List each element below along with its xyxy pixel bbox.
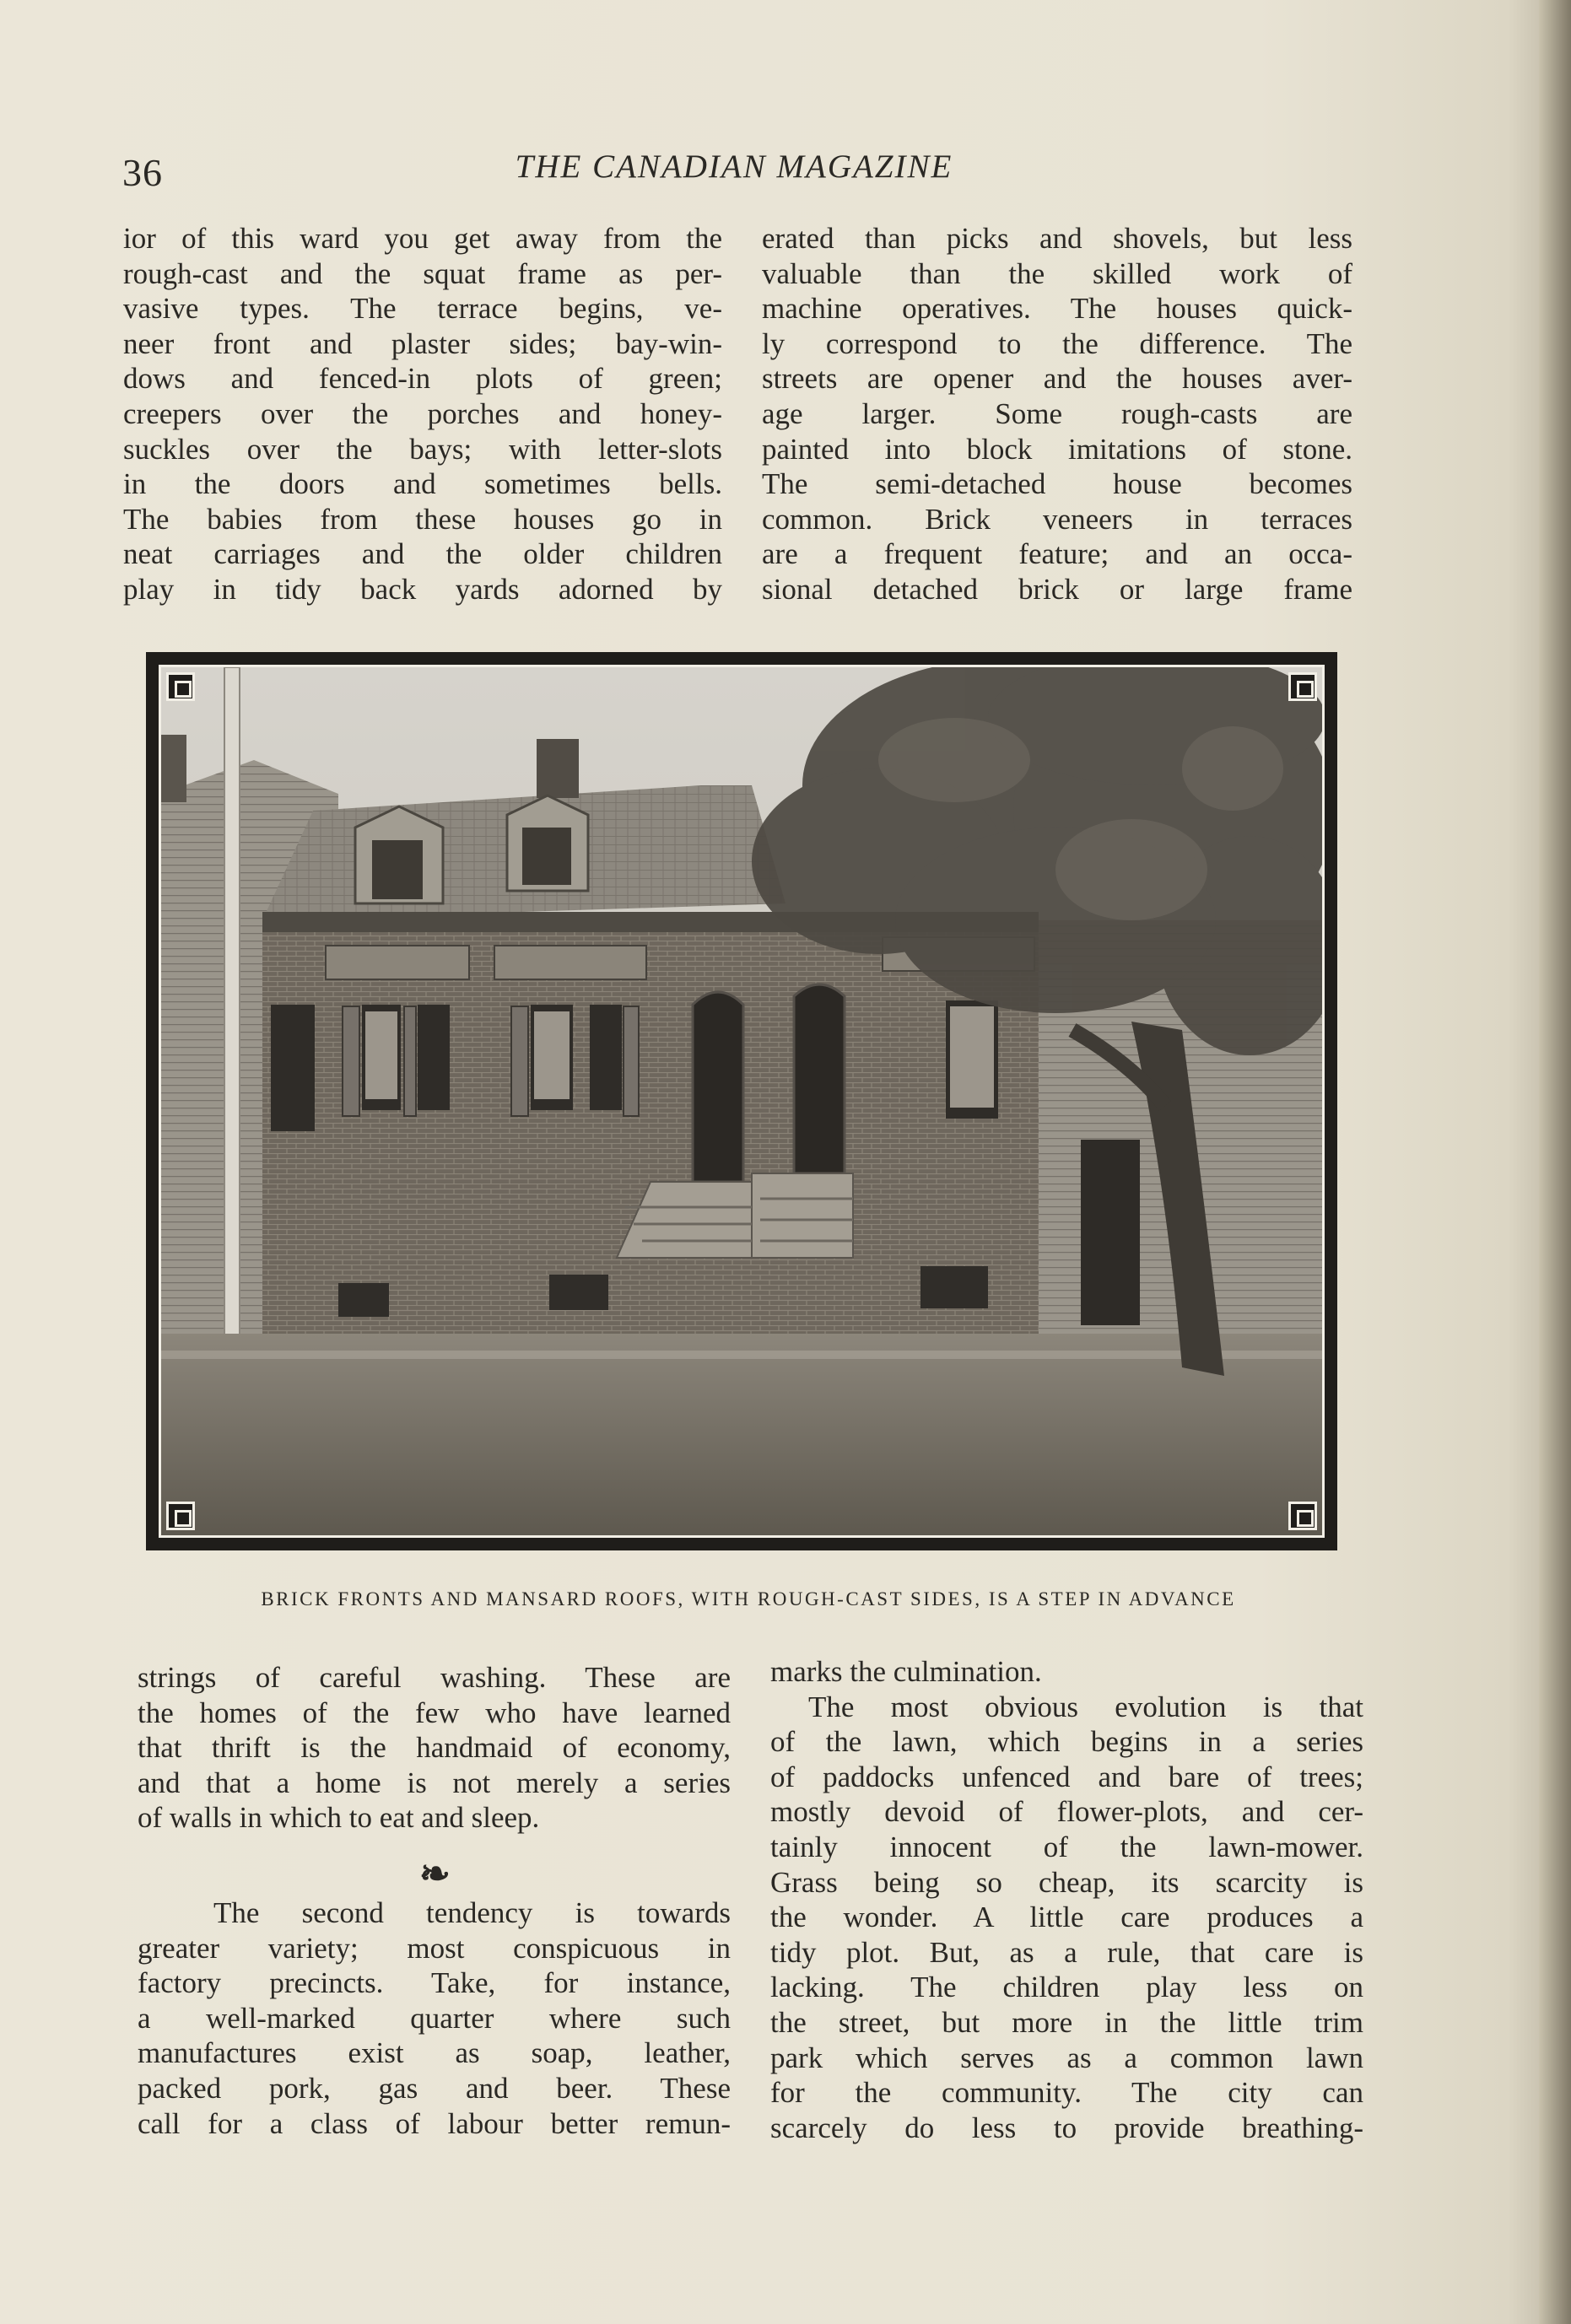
text-line: The semi-detached house becomes xyxy=(762,467,1352,501)
text-line: strings of careful washing. These are xyxy=(138,1661,731,1694)
text-line: neer front and plaster sides; bay-win- xyxy=(123,326,722,360)
text-line: scarcely do less to provide breathing- xyxy=(770,2111,1363,2144)
frame-corner-ornament xyxy=(166,1502,195,1530)
text-line: Grass being so cheap, its scarcity is xyxy=(770,1865,1363,1899)
text-line: tidy plot. But, as a rule, that care is xyxy=(770,1935,1363,1969)
text-column-left-bottom xyxy=(138,1660,731,1836)
text-line: and that a home is not merely a series xyxy=(138,1766,731,1799)
running-title: THE CANADIAN MAGAZINE xyxy=(515,148,953,185)
text-line: a well-marked quarter where such xyxy=(138,2001,731,2035)
text-line: of paddocks unfenced and bare of trees; xyxy=(770,1760,1363,1793)
text-line: factory precincts. Take, for instance, xyxy=(138,1966,731,2000)
page-number: 36 xyxy=(122,151,163,194)
text-line: erated than picks and shovels, but less xyxy=(762,222,1352,255)
text-line: that thrift is the handmaid of economy, xyxy=(138,1731,731,1765)
text-line: the wonder. A little care produces a xyxy=(770,1901,1363,1934)
text-line: dows and fenced-in plots of green; xyxy=(123,362,722,396)
text-line: in the doors and sometimes bells. xyxy=(123,467,722,501)
text-column-right-top xyxy=(762,221,1352,607)
text-line: mostly devoid of flower-plots, and cer- xyxy=(770,1795,1363,1829)
text-line: painted into block imitations of stone. xyxy=(762,432,1352,466)
text-line: The second tendency is towards xyxy=(213,1896,731,1929)
text-line: park which serves as a common lawn xyxy=(770,2041,1363,2074)
text-line: for the community. The city can xyxy=(770,2076,1363,2110)
text-line: suckles over the bays; with letter-slots xyxy=(123,432,722,466)
text-line: valuable than the skilled work of xyxy=(762,256,1352,290)
text-line: vasive types. The terrace begins, ve- xyxy=(123,292,722,326)
text-column-right-bottom xyxy=(770,1654,1363,2145)
figure-caption: BRICK FRONTS AND MANSARD ROOFS, WITH ROUGH-CAST SIDES, IS A STEP IN ADVANCE xyxy=(261,1588,1236,1610)
text-line: the homes of the few who have learned xyxy=(138,1696,731,1729)
text-column-left-top xyxy=(123,221,722,607)
text-line: ior of this ward you get away from the xyxy=(123,222,722,255)
text-line: creepers over the porches and honey- xyxy=(123,396,722,430)
text-line: streets are opener and the houses aver- xyxy=(762,362,1352,396)
frame-corner-ornament xyxy=(1288,1502,1317,1530)
text-line: packed pork, gas and beer. These xyxy=(138,2071,731,2105)
text-line: greater variety; most conspicuous in xyxy=(138,1931,731,1965)
text-line: machine operatives. The houses quick- xyxy=(762,292,1352,326)
text-line: lacking. The children play less on xyxy=(770,1971,1363,2004)
text-line: tainly innocent of the lawn-mower. xyxy=(770,1830,1363,1863)
page-binding-shadow xyxy=(1539,0,1571,2324)
text-line: common. Brick veneers in terraces xyxy=(762,502,1352,536)
text-column-left-bottom-second-paragraph xyxy=(138,1895,731,2141)
text-line: ly correspond to the difference. The xyxy=(762,326,1352,360)
frame-corner-ornament xyxy=(166,672,195,701)
section-break-ornament: ❧ xyxy=(419,1853,451,1895)
text-line: call for a class of labour better remun- xyxy=(138,2106,731,2140)
text-line: the street, but more in the little trim xyxy=(770,2005,1363,2039)
text-line: of walls in which to eat and sleep. xyxy=(138,1801,540,1835)
text-line: rough-cast and the squat frame as per- xyxy=(123,256,722,290)
text-line: The most obvious evolution is that xyxy=(808,1690,1363,1723)
text-line: sional detached brick or large frame xyxy=(762,572,1352,606)
text-line: neat carriages and the older children xyxy=(123,537,722,571)
text-line: marks the culmination. xyxy=(770,1655,1042,1688)
text-line: are a frequent feature; and an occa- xyxy=(762,537,1352,571)
frame-corner-ornament xyxy=(1288,672,1317,701)
photo-frame xyxy=(146,652,1337,1550)
text-line: play in tidy back yards adorned by xyxy=(123,572,722,606)
text-line: The babies from these houses go in xyxy=(123,502,722,536)
text-line: manufactures exist as soap, leather, xyxy=(138,2036,731,2070)
text-line: age larger. Some rough-casts are xyxy=(762,396,1352,430)
photo-border xyxy=(159,665,1325,1538)
photograph-brick-terrace-houses xyxy=(161,667,1322,1535)
text-line: of the lawn, which begins in a series xyxy=(770,1725,1363,1759)
